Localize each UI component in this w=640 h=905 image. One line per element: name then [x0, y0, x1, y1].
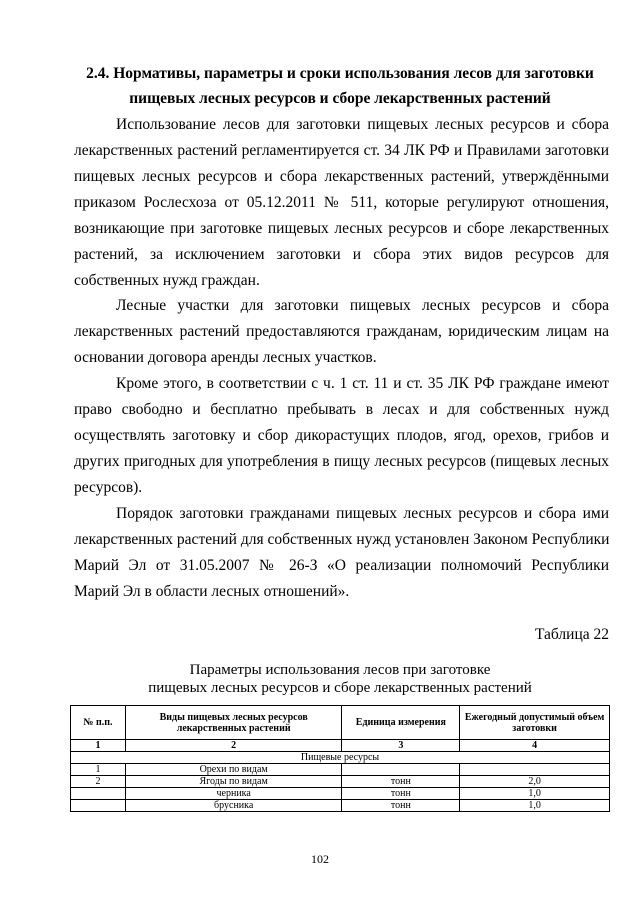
header-volume: Ежегодный допустимый объем заготовки — [460, 706, 610, 740]
row-kind: брусника — [125, 800, 342, 812]
paragraph-4 — [74, 501, 609, 605]
heading-line-2: пищевых лесных ресурсов и сборе лекарственных растений — [129, 90, 551, 107]
parameters-table — [70, 705, 610, 812]
row-kind: черника — [125, 788, 342, 800]
paragraph-line: лекарственных растений для собственных нужд установлен Законом Республики — [74, 531, 610, 548]
column-number: 1 — [71, 740, 126, 752]
row-num: 2 — [71, 776, 126, 788]
paragraph-2 — [74, 293, 609, 371]
paragraph-3 — [74, 371, 609, 501]
row-kind: Орехи по видам — [125, 764, 342, 776]
paragraph-line: Кроме этого, в соответствии с ч. 1 ст. 11 и ст. 35 ЛК РФ граждане имеют — [116, 375, 609, 392]
header-num: № п.п. — [71, 706, 126, 740]
heading-line-1: 2.4. Нормативы, параметры и сроки использования лесов для заготовки — [86, 65, 594, 82]
paragraph-line: других пригодных для употребления в пищу лесных ресурсов (пищевых лесных — [74, 453, 609, 470]
header-kind: Виды пищевых лесных ресурсов лекарственных растений — [125, 706, 342, 740]
table-caption-line-2: пищевых лесных ресурсов и сборе лекарственных растений — [148, 680, 532, 696]
section-row — [71, 752, 610, 764]
paragraph-line: Марий Эл от 31.05.2007 № 26-З «О реализации полномочий Республики — [74, 557, 609, 574]
paragraph-line: лекарственных растений предоставляются гражданам, юридическим лицам на — [74, 323, 609, 340]
table-row — [71, 788, 610, 800]
row-value: 1,0 — [460, 788, 610, 800]
table-number-label: Таблица 22 — [534, 626, 609, 643]
row-value: 2,0 — [460, 776, 610, 788]
row-value: 1,0 — [460, 800, 610, 812]
column-number: 2 — [125, 740, 342, 752]
page-number: 102 — [311, 852, 329, 866]
paragraph-line: возникающие при заготовке пищевых лесных ресурсов и сборе лекарственных — [74, 220, 609, 237]
paragraph-line: Лесные участки для заготовки пищевых лесных ресурсов и сбора — [116, 297, 609, 314]
paragraph-line: растений, за исключением заготовки и сбора этих видов ресурсов для — [74, 246, 609, 263]
paragraph-line: собственных нужд граждан. — [74, 272, 260, 289]
section-heading — [70, 61, 610, 111]
paragraph-line: Марий Эл в области лесных отношений». — [74, 583, 350, 600]
column-number: 4 — [460, 740, 610, 752]
row-num — [71, 800, 126, 812]
table-caption — [70, 661, 610, 697]
row-value — [460, 764, 610, 776]
row-unit: тонн — [342, 800, 460, 812]
paragraph-line: пищевых лесных ресурсов и сбора лекарственных растений, утверждёнными — [74, 168, 609, 185]
paragraph-line: основании договора аренды лесных участков. — [74, 349, 377, 366]
row-unit — [342, 764, 460, 776]
row-kind: Ягоды по видам — [125, 776, 342, 788]
column-number-row — [71, 740, 610, 752]
row-unit: тонн — [342, 776, 460, 788]
paragraph-line: осуществлять заготовку и сбор дикорастущих плодов, ягод, орехов, грибов и — [74, 427, 609, 444]
column-number: 3 — [342, 740, 460, 752]
table-row — [71, 800, 610, 812]
paragraph-line: Порядок заготовки гражданами пищевых лесных ресурсов и сбора ими — [116, 505, 609, 522]
paragraph-line: лекарственных растений регламентируется ст. 34 ЛК РФ и Правилами заготовки — [74, 142, 609, 159]
row-num — [71, 788, 126, 800]
paragraph-line: Использование лесов для заготовки пищевых лесных ресурсов и сбора — [116, 116, 609, 133]
table-row — [71, 776, 610, 788]
row-unit: тонн — [342, 788, 460, 800]
paragraph-line: право свободно и бесплатно пребывать в лесах и для собственных нужд — [74, 401, 609, 418]
table-caption-line-1: Параметры использования лесов при заготовке — [189, 662, 491, 678]
header-unit: Единица измерения — [342, 706, 460, 740]
row-num: 1 — [71, 764, 126, 776]
paragraph-line: приказом Рослесхоза от 05.12.2011 № 511, которые регулируют отношения, — [74, 194, 609, 211]
table-row — [71, 764, 610, 776]
section-title: Пищевые ресурсы — [71, 752, 610, 764]
paragraph-1 — [74, 112, 609, 294]
table-header-row — [71, 706, 610, 740]
paragraph-line: ресурсов). — [74, 479, 143, 496]
